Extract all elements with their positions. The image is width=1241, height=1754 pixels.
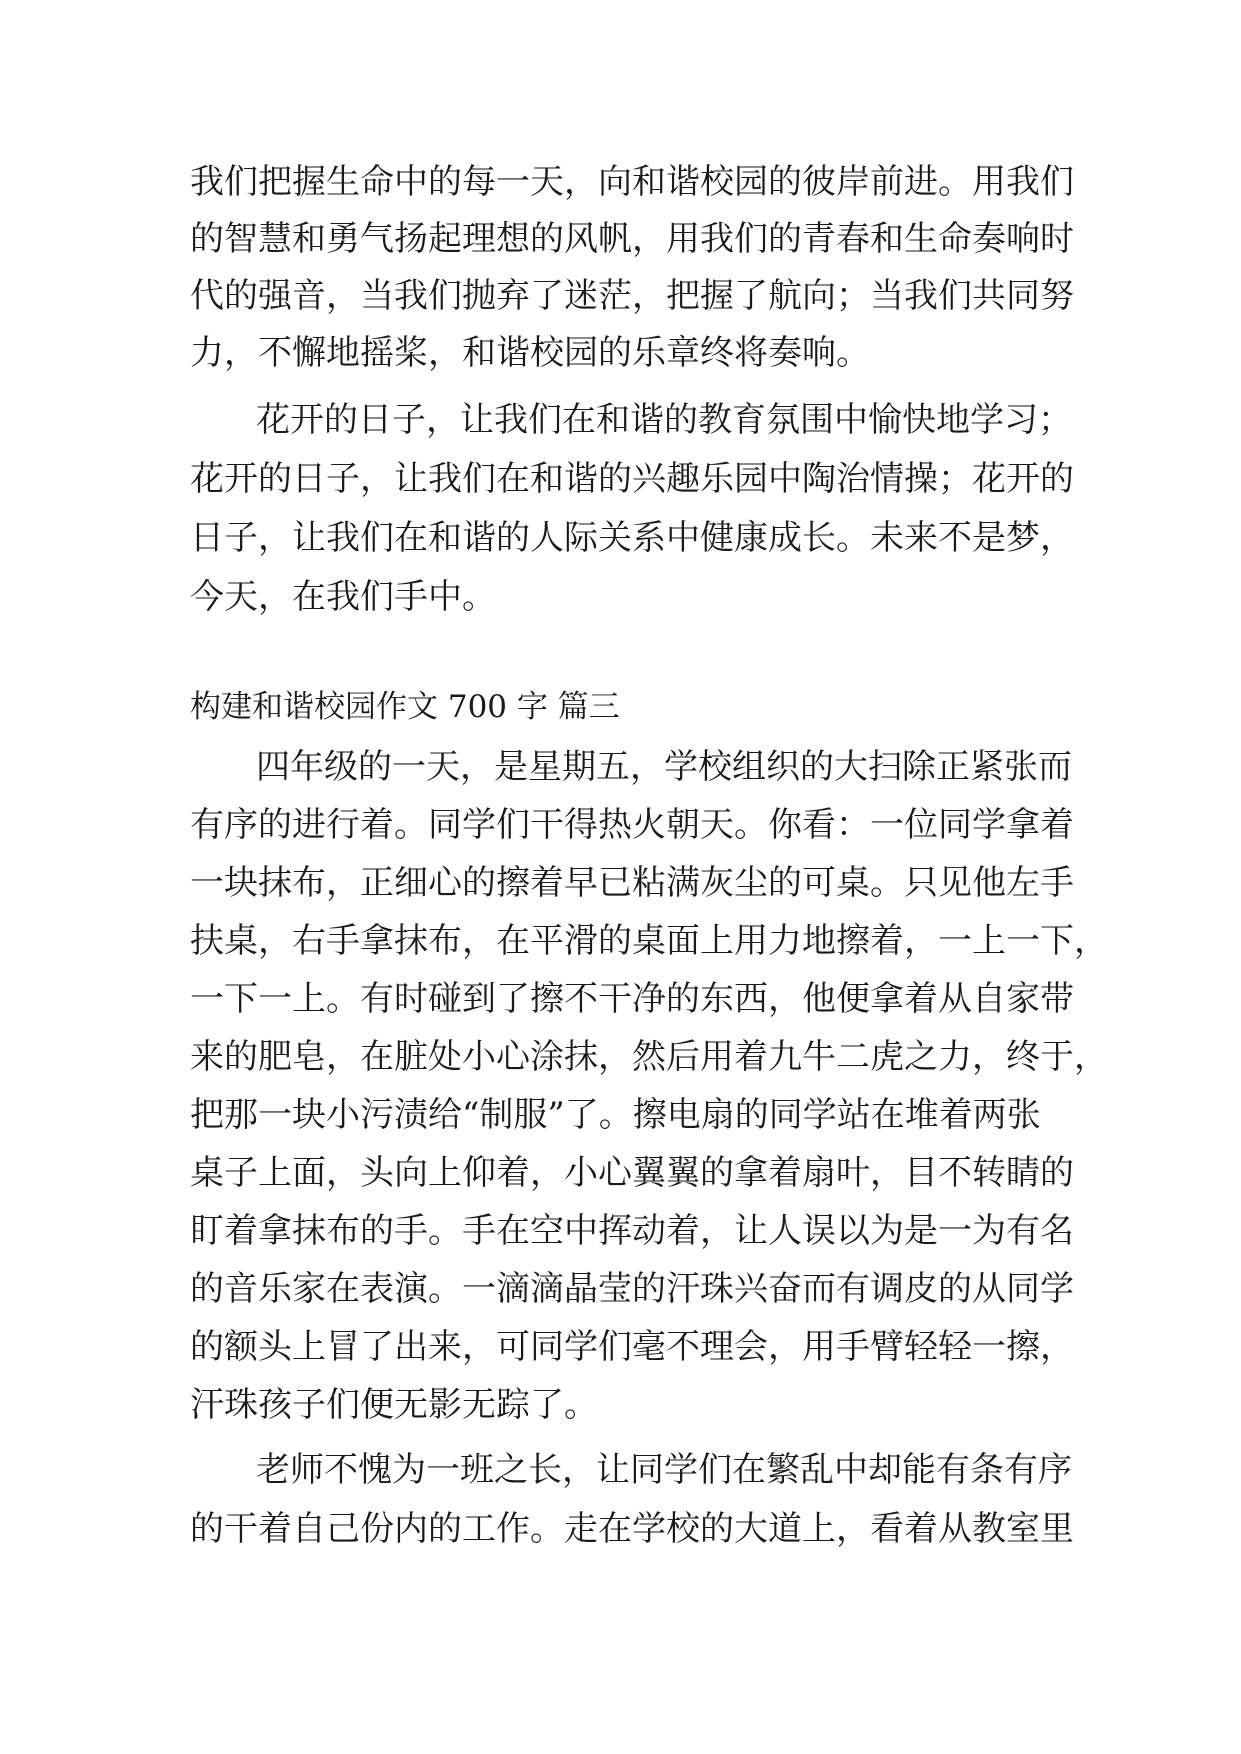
paragraph-3-line-1: 四年级的一天，是星期五，学校组织的大扫除正紧张而	[256, 747, 1072, 787]
paragraph-3-line-11: 的额头上冒了出来，可同学们毫不理会，用手臂轻轻一擦，	[190, 1327, 1074, 1367]
paragraph-3-line-10: 的音乐家在表演。一滴滴晶莹的汗珠兴奋而有调皮的从同学	[190, 1269, 1074, 1309]
paragraph-3-line-9: 盯着拿抹布的手。手在空中挥动着，让人误以为是一为有名	[190, 1211, 1074, 1251]
paragraph-1-line-2: 的智慧和勇气扬起理想的风帆，用我们的青春和生命奏响时	[190, 219, 1074, 259]
paragraph-3-line-12: 汗珠孩子们便无影无踪了。	[190, 1385, 598, 1425]
paragraph-3-line-2: 有序的进行着。同学们干得热火朝天。你看：一位同学拿着	[190, 805, 1074, 845]
paragraph-2-line-4: 今天，在我们手中。	[190, 577, 496, 617]
paragraph-3-line-7: 把那一块小污渍给“制服”了。擦电扇的同学站在堆着两张	[190, 1095, 1041, 1135]
paragraph-3-line-3: 一块抹布，正细心的擦着早已粘满灰尘的可桌。只见他左手	[190, 863, 1074, 903]
paragraph-3-line-5: 一下一上。有时碰到了擦不干净的东西，他便拿着从自家带	[190, 979, 1074, 1019]
paragraph-1-line-1: 我们把握生命中的每一天，向和谐校园的彼岸前进。用我们	[190, 162, 1074, 202]
paragraph-1-line-4: 力，不懈地摇桨，和谐校园的乐章终将奏响。	[190, 333, 870, 373]
paragraph-3-line-8: 桌子上面，头向上仰着，小心翼翼的拿着扇叶，目不转睛的	[190, 1153, 1074, 1193]
paragraph-3-line-4: 扶桌，右手拿抹布，在平滑的桌面上用力地擦着，一上一下，	[190, 921, 1108, 961]
paragraph-4-line-2: 的干着自己份内的工作。走在学校的大道上，看着从教室里	[190, 1509, 1074, 1549]
paragraph-3-line-6: 来的肥皂，在脏处小心涂抹，然后用着九牛二虎之力，终于，	[190, 1037, 1108, 1077]
section-heading: 构建和谐校园作文 700 字 篇三	[190, 689, 620, 725]
paragraph-4-line-1: 老师不愧为一班之长，让同学们在繁乱中却能有条有序	[256, 1450, 1072, 1490]
paragraph-2-line-1: 花开的日子，让我们在和谐的教育氛围中愉快地学习；	[256, 400, 1072, 440]
paragraph-2-line-2: 花开的日子，让我们在和谐的兴趣乐园中陶治情操；花开的	[190, 459, 1074, 499]
paragraph-1-line-3: 代的强音，当我们抛弃了迷茫，把握了航向；当我们共同努	[190, 276, 1074, 316]
paragraph-2-line-3: 日子，让我们在和谐的人际关系中健康成长。未来不是梦，	[190, 518, 1074, 558]
